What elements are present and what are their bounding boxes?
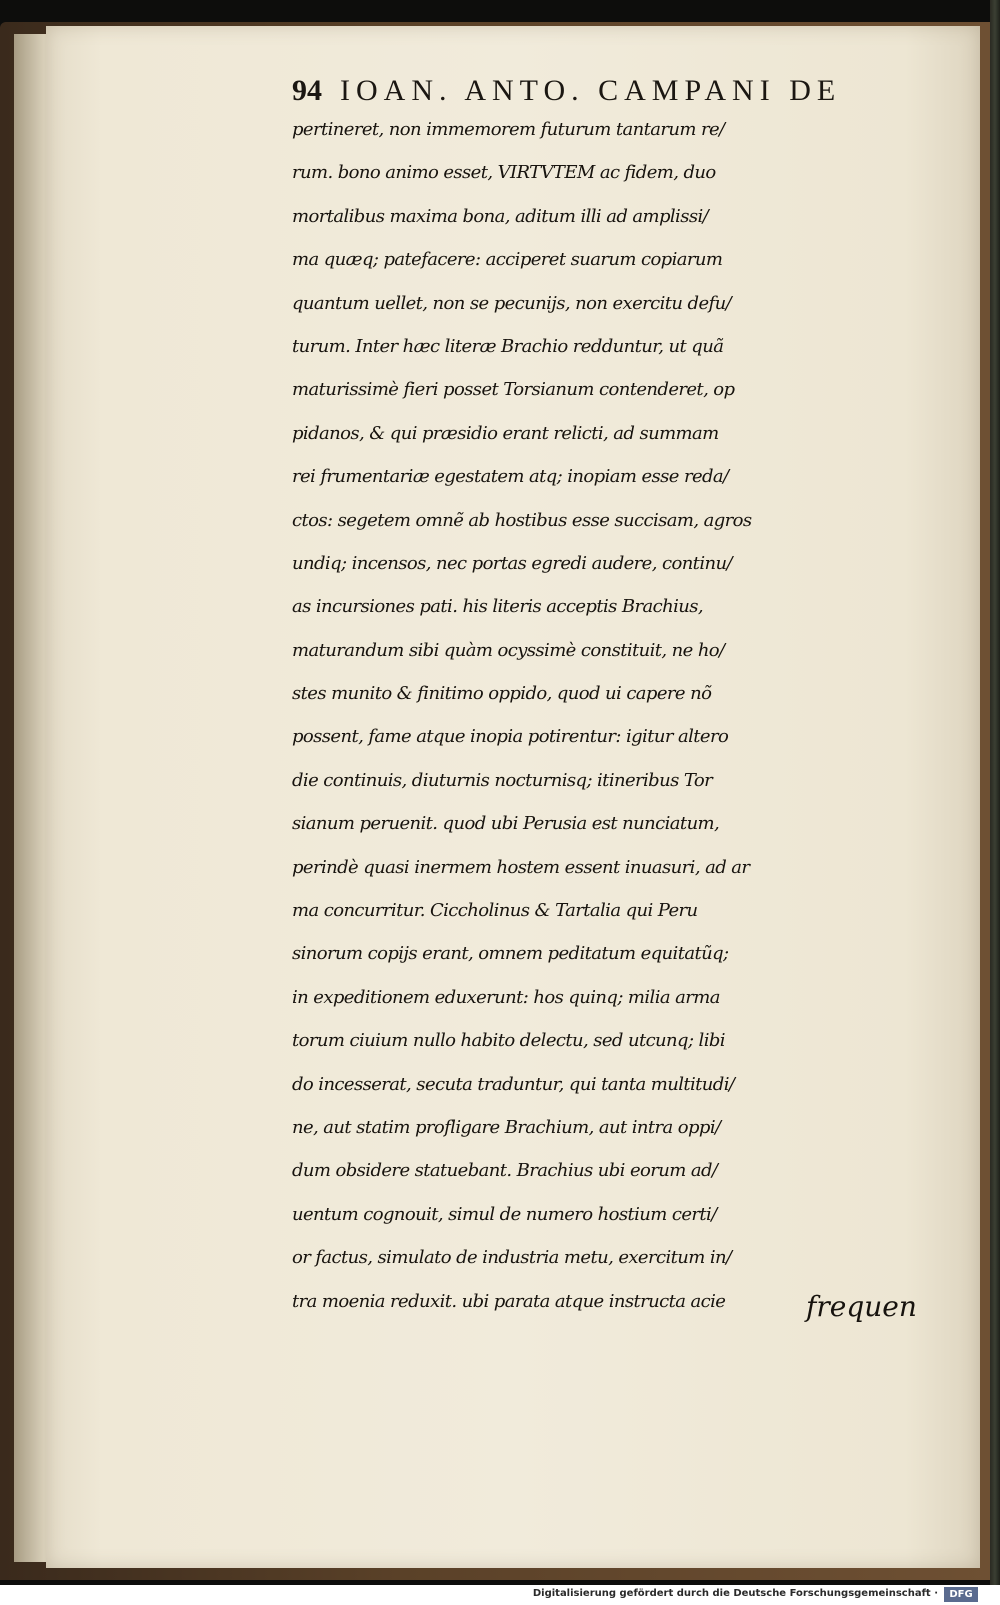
text-line: ne, aut statim profligare Brachium, aut intra oppi/ [292,1116,721,1138]
text-line: turum. Inter hæc literæ Brachio redduntur, ut quã [292,335,724,357]
text-line: sianum peruenit. quod ubi Perusia est nunciatum, [292,813,720,835]
text-line: rei frumentariæ egestatem atq; inopiam esse reda/ [292,466,729,488]
text-line: ctos: segetem omnẽ ab hostibus esse succisam, agros [292,509,752,531]
text-line: possent, fame atque inopia potirentur: igitur altero [292,726,729,748]
text-line: mortalibus maxima bona, aditum illi ad amplissi/ [292,205,709,227]
text-line: rum. bono animo esset, VIRTVTEM ac fidem, duo [292,162,716,184]
text-line: sinorum copijs erant, omnem peditatum equitatũq; [292,943,729,965]
text-line: torum ciuium nullo habito delectu, sed utcunq; libi [292,1030,725,1052]
text-line: dum obsidere statuebant. Brachius ubi eorum ad/ [292,1160,718,1182]
text-line: in expeditionem eduxerunt: hos quinq; milia arma [292,986,720,1008]
text-line: pertineret, non immemorem futurum tantarum re/ [292,119,725,140]
text-line: as incursiones pati. his literis acceptis Brachius, [292,596,704,618]
text-line: pidanos, & qui præsidio erant relicti, ad summam [292,422,719,444]
running-header [292,74,892,108]
text-line: uentum cognouit, simul de numero hostium certi/ [292,1203,717,1225]
digitization-footer [0,1585,1000,1605]
running-head-title: IOAN. ANTO. CAMPANI DE [340,74,842,107]
text-line: stes munito & finitimo oppido, quod ui capere nõ [292,683,712,705]
text-line: quantum uellet, non se pecunijs, non exercitu defu/ [292,292,732,314]
text-line: undiq; incensos, nec portas egredi audere, continu/ [292,552,732,574]
text-line: perindè quasi inermem hostem essent inuasuri, ad ar [292,856,750,878]
text-line: do incesserat, secuta traduntur, qui tanta multitudi/ [292,1073,735,1095]
text-line: ma quæq; patefacere: acciperet suarum copiarum [292,249,723,271]
text-line: maturissimè fieri posset Torsianum contenderet, op [292,379,735,401]
text-line: maturandum sibi quàm ocyssimè constituit, ne ho/ [292,639,725,661]
funding-credit: Digitalisierung gefördert durch die Deutsche Forschungsgemeinschaft · [532,1588,938,1599]
page-number: 94 [292,74,322,107]
text-line: ma concurritur. Ciccholinus & Tartalia qui Peru [292,900,698,922]
text-line: or factus, simulato de industria metu, exercitum in/ [292,1247,732,1269]
catchword: frequen [806,1290,917,1323]
text-line: tra moenia reduxit. ubi parata atque instructa acie [292,1290,726,1312]
dfg-logo: DFG [944,1587,978,1602]
page-text-block [292,108,912,1323]
book-edge [990,0,1000,1585]
text-line: die continuis, diuturnis nocturnisq; itineribus Tor [292,769,713,791]
